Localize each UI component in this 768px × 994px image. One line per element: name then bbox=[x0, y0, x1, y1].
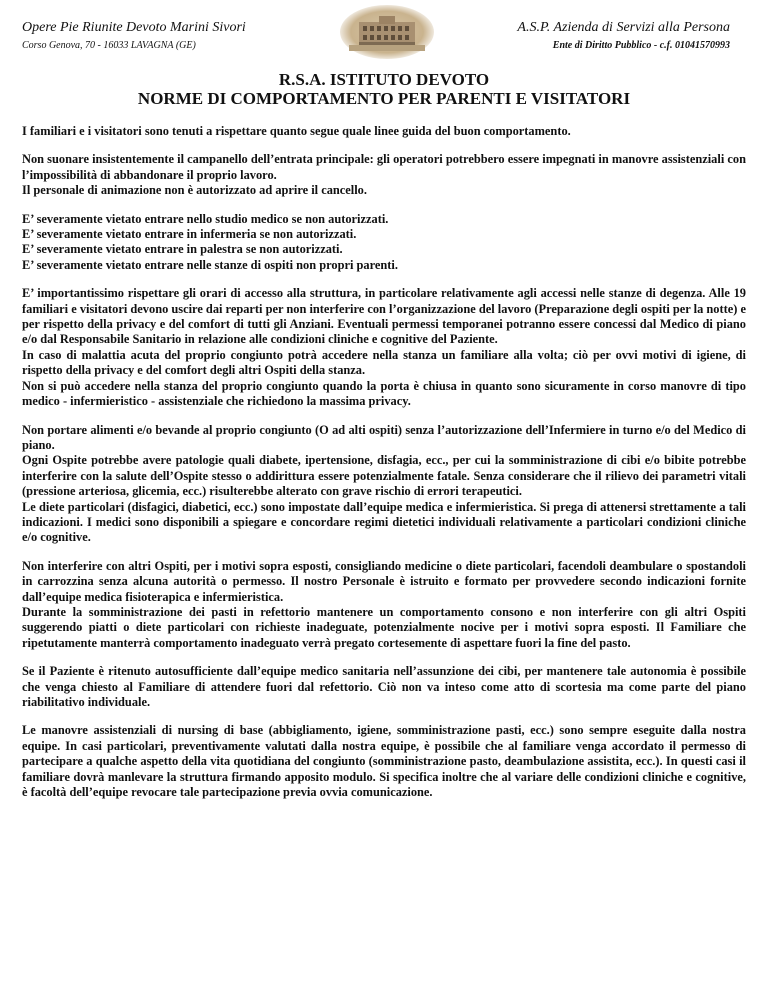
header-right bbox=[430, 20, 730, 51]
paragraph bbox=[22, 124, 746, 139]
text-line: In caso di malattia acuta del proprio congiunto potrà accedere nella stanza un familiare alla volta; ciò per ovvi motivi di igiene, di rispetto della privacy e del comfort degli altri Ospiti della stanza. bbox=[22, 347, 746, 378]
paragraph bbox=[22, 423, 746, 546]
document-title bbox=[0, 70, 768, 108]
title-line-1: R.S.A. ISTITUTO DEVOTO bbox=[278, 70, 490, 89]
paragraph bbox=[22, 723, 746, 800]
paragraph bbox=[22, 286, 746, 409]
agency-name: A.S.P. Azienda di Servizi alla Persona bbox=[517, 20, 730, 35]
text-line: Non portare alimenti e/o bevande al proprio congiunto (O ad alti ospiti) senza l’autorizzazione dell’Infermiere in turno e/o del Medico di piano. bbox=[22, 422, 746, 452]
text-line: Le diete particolari (disfagici, diabetici, ecc.) sono impostate dall’equipe medica e infermieristica. Si prega di attenersi strettamente a tali indicazioni. I medici sono disponibili a spiegare e concordare regimi dietetici individuali relativamente a particolari condizioni cliniche e/o cognitive. bbox=[22, 499, 746, 545]
paragraph bbox=[22, 212, 746, 274]
header-left bbox=[22, 20, 342, 51]
paragraph bbox=[22, 559, 746, 651]
rules-body bbox=[22, 124, 746, 813]
building-photo-icon bbox=[339, 4, 435, 60]
paragraph bbox=[22, 664, 746, 710]
text-line: Se il Paziente è ritenuto autosufficiente dall’equipe medico sanitaria nell’assunzione dei cibi, per mantenere tale autonomia è possibile che venga chiesto al Familiare di attendere fuori dal refettorio. Ciò non va inteso come atto di scortesia ma come parte del piano riabilitativo individuale. bbox=[22, 664, 746, 709]
text-line: Non si può accedere nella stanza del proprio congiunto quando la porta è chiusa in quanto sono sicuramente in corso manovre di tipo medico - infermieristico - assistenziale che richiedono la massima privacy. bbox=[22, 378, 746, 409]
text-line: Il personale di animazione non è autorizzato ad aprire il cancello. bbox=[22, 183, 367, 198]
text-line: Non interferire con altri Ospiti, per i motivi sopra esposti, consigliando medicine o diete particolari, facendoli deambulare o spostandoli in carrozzina senza alcuna autorità o permesso. Il nostro Personale è istruito e formato per provvedere secondo indicazioni fornite dall’equipe medica fisioterapica e infermieristica. bbox=[22, 558, 746, 604]
text-line: E’ severamente vietato entrare in palestra se non autorizzati. bbox=[22, 242, 343, 257]
text-line: Non suonare insistentemente il campanello dell’entrata principale: gli operatori potrebbero essere impegnati in manovre assistenziali con l’impossibilità di abbandonare il proprio lavoro. bbox=[22, 152, 746, 182]
text-line: E’ severamente vietato entrare nelle stanze di ospiti non propri parenti. bbox=[22, 257, 398, 272]
paragraph bbox=[22, 152, 746, 198]
agency-legal-info: Ente di Diritto Pubblico - c.f. 01041570993 bbox=[552, 40, 730, 51]
text-line: E’ importantissimo rispettare gli orari di accesso alla struttura, in particolare relativamente agli accessi nelle stanze di degenza. Alle 19 familiari e visitatori devono uscire dai reparti per non interferire con l’organizzazione del lavoro (Preparazione degli ospiti per la notte) e per rispetto della privacy e del comfort di tutti gli Anziani. Eventuali permessi temporanei potranno essere concessi dal Medico di piano e/o dal Responsabile Sanitario in relazione alle condizioni cliniche e cognitive del Paziente. bbox=[22, 286, 746, 347]
organization-address: Corso Genova, 70 - 16033 LAVAGNA (GE) bbox=[22, 40, 196, 51]
text-line: I familiari e i visitatori sono tenuti a rispettare quanto segue quale linee guida del buon comportamento. bbox=[22, 124, 571, 138]
text-line: E’ severamente vietato entrare nello studio medico se non autorizzati. bbox=[22, 211, 389, 226]
text-line: Durante la somministrazione dei pasti in refettorio mantenere un comportamento consono e non interferire con gli altri Ospiti suggerendo piatti o diete particolari con richieste inadeguate, potenzialmente nocive per i motivi sopra esposti. Il Familiare che ripetutamente manterrà comportamento inadeguato verrà pregato cortesemente di aspettare fuori la fine del pasto. bbox=[22, 604, 746, 650]
title-line-2: NORME DI COMPORTAMENTO PER PARENTI E VISITATORI bbox=[137, 89, 631, 108]
text-line: Le manovre assistenziali di nursing di base (abbigliamento, igiene, somministrazione pasti, ecc.) sono sempre eseguite dalla nostra equipe. In casi particolari, preventivamente valutati dalla nostra equipe, è possibile che al familiare venga accordato il permesso di partecipare a qualche aspetto della vita quotidiana del congiunto (somministrazione pasto, deambulazione assistita, ecc.). In questi casi il familiare dovrà manlevare la struttura firmando apposito modulo. Si specifica inoltre che al variare delle condizioni cliniche e cognitive, è facoltà dell’equipe revocare tale partecipazione previa ovvia comunicazione. bbox=[22, 723, 746, 800]
organization-name: Opere Pie Riunite Devoto Marini Sivori bbox=[22, 20, 246, 35]
text-line: Ogni Ospite potrebbe avere patologie quali diabete, ipertensione, disfagia, ecc., per cui la somministrazione di cibi e/o bibite potrebbe interferire con la salute dell’Ospite stesso o addirittura essere potenzialmente fatale. Senza considerare che il rilievo dei parametri vitali (pressione arteriosa, glicemia, ecc.) risulterebbe alterato con grave rischio di errori terapeutici. bbox=[22, 453, 746, 499]
text-line: E’ severamente vietato entrare in infermeria se non autorizzati. bbox=[22, 227, 357, 242]
